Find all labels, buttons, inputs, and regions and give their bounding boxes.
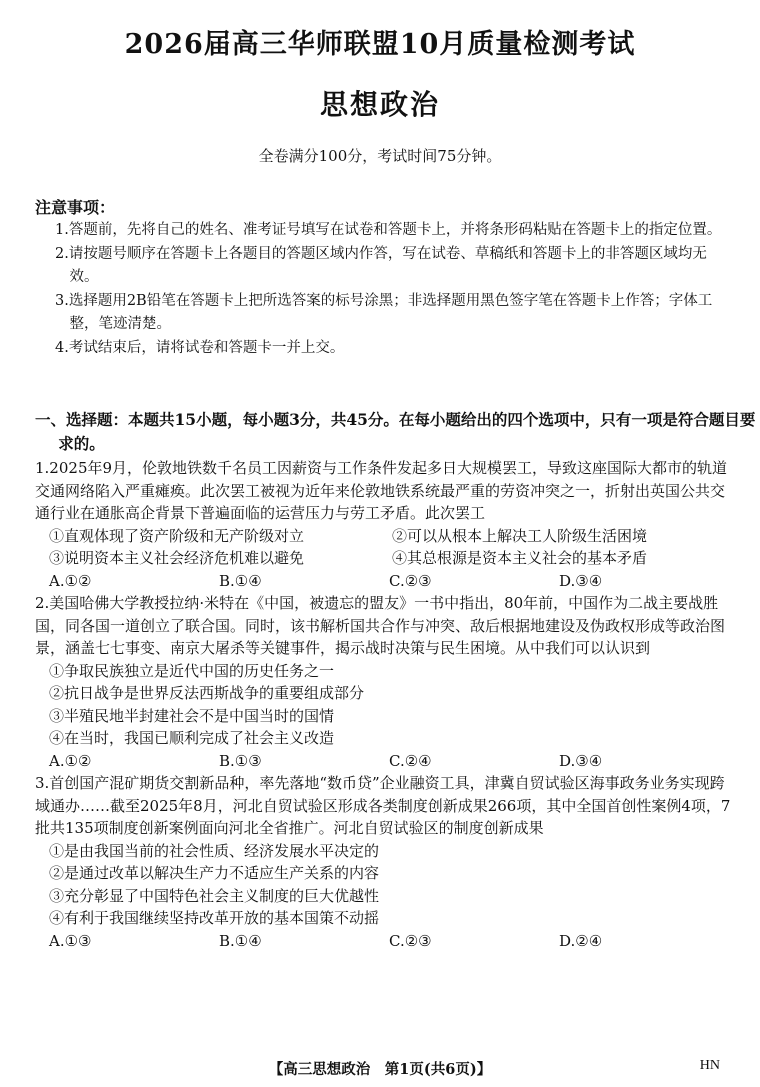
answer-a: A.①② xyxy=(49,571,92,590)
notice-list xyxy=(55,219,735,360)
option-2: ②是通过改革以解决生产力不适应生产关系的内容 xyxy=(49,864,380,882)
answer-b: B.①③ xyxy=(219,751,262,770)
notice-item: 4.考试结束后，请将试卷和答题卡一并上交。 xyxy=(55,339,345,356)
question-2 xyxy=(35,592,735,772)
option-4: ④在当时，我国已顺利完成了社会主义改造 xyxy=(49,729,335,747)
option-3: ③半殖民地半封建社会不是中国当时的国情 xyxy=(49,706,335,725)
notice-item: 3.选择题用2B铅笔在答题卡上把所选答案的标号涂黑；非选择题用黑色签字笔在答题卡上作答；字体工整，笔迹清楚。 xyxy=(55,292,713,332)
question-stem: 1.2025年9月，伦敦地铁数千名员工因薪资与工作条件发起多日大规模罢工，导致这座国际大都市的轨道交通网络陷入严重瘫痪。此次罢工被视为近年来伦敦地铁系统最严重的劳资冲突之一，折射出英国公共交通行业在通胀高企背景下普遍面临的运营压力与劳工矛盾。此次罢工 xyxy=(35,459,728,522)
answer-c: C.②④ xyxy=(389,751,432,770)
exam-title: 2026届高三华师联盟10月质量检测考试 xyxy=(124,29,636,60)
option-1: ①是由我国当前的社会性质、经济发展水平决定的 xyxy=(49,841,380,860)
option-row xyxy=(35,547,735,570)
notice-item: 1.答题前，先将自己的姓名、准考证号填写在试卷和答题卡上，并将条形码粘贴在答题卡上的指定位置。 xyxy=(55,222,722,238)
option-3: ③说明资本主义社会经济危机难以避免 xyxy=(49,549,305,567)
answer-c: C.②③ xyxy=(389,931,432,950)
answer-row xyxy=(35,750,735,773)
answer-a: A.①③ xyxy=(49,931,92,950)
answer-d: D.②④ xyxy=(559,931,603,950)
option-4: ④其总根源是资本主义社会的基本矛盾 xyxy=(392,549,648,567)
option-2: ②可以从根本上解决工人阶级生活困境 xyxy=(392,526,648,545)
question-3 xyxy=(35,772,735,952)
answer-b: B.①④ xyxy=(219,931,262,950)
notice-title: 注意事项： xyxy=(35,198,116,217)
page-footer: 【高三思想政治 第1页(共6页)】 xyxy=(268,1061,492,1078)
answer-row xyxy=(35,570,735,593)
answer-d: D.③④ xyxy=(559,751,603,770)
option-2: ②抗日战争是世界反法西斯战争的重要组成部分 xyxy=(49,684,365,702)
answer-c: C.②③ xyxy=(389,571,432,590)
option-4: ④有利于我国继续坚持改革开放的基本国策不动摇 xyxy=(49,909,380,927)
option-1: ①争取民族独立是近代中国的历史任务之一 xyxy=(49,661,335,680)
question-stem: 2.美国哈佛大学教授拉纳·米特在《中国，被遗忘的盟友》一书中指出，80年前，中国作为二战主要战胜国，同各国一道创立了联合国。同时，该书解析国共合作与冲突、敌后根据地建设及伪政权形成等政治图景，涵盖七七事变、南京大屠杀等关键事件，揭示战时决策与民生困境。从中我们可以认识到 xyxy=(35,594,726,657)
section-heading: 一、选择题：本题共15小题，每小题3分，共45分。在每小题给出的四个选项中，只有一项是符合题目要求的。 xyxy=(35,410,756,453)
footer-code: HN xyxy=(699,1058,720,1073)
question-1 xyxy=(35,457,735,592)
option-3: ③充分彰显了中国特色社会主义制度的巨大优越性 xyxy=(49,886,380,905)
question-list xyxy=(35,457,735,952)
option-1: ①直观体现了资产阶级和无产阶级对立 xyxy=(49,526,305,545)
answer-b: B.①④ xyxy=(219,571,262,590)
question-stem: 3.首创国产混矿期货交割新品种，率先落地“数币贷”企业融资工具，津冀自贸试验区海事政务业务实现跨域通办……截至2025年8月，河北自贸试验区形成各类制度创新成果266项，其中全国首创性案例4项，7批共135项制度创新案例面向河北全省推广。河北自贸试验区的制度创新成果 xyxy=(35,774,731,837)
exam-meta: 全卷满分100分，考试时间75分钟。 xyxy=(258,147,502,165)
answer-row xyxy=(35,930,735,953)
answer-a: A.①② xyxy=(49,751,92,770)
notice-item: 2.请按题号顺序在答题卡上各题目的答题区域内作答，写在试卷、草稿纸和答题卡上的非答题区域均无效。 xyxy=(55,245,707,285)
subject-title: 思想政治 xyxy=(319,88,440,121)
option-row xyxy=(35,525,735,548)
answer-d: D.③④ xyxy=(559,571,603,590)
